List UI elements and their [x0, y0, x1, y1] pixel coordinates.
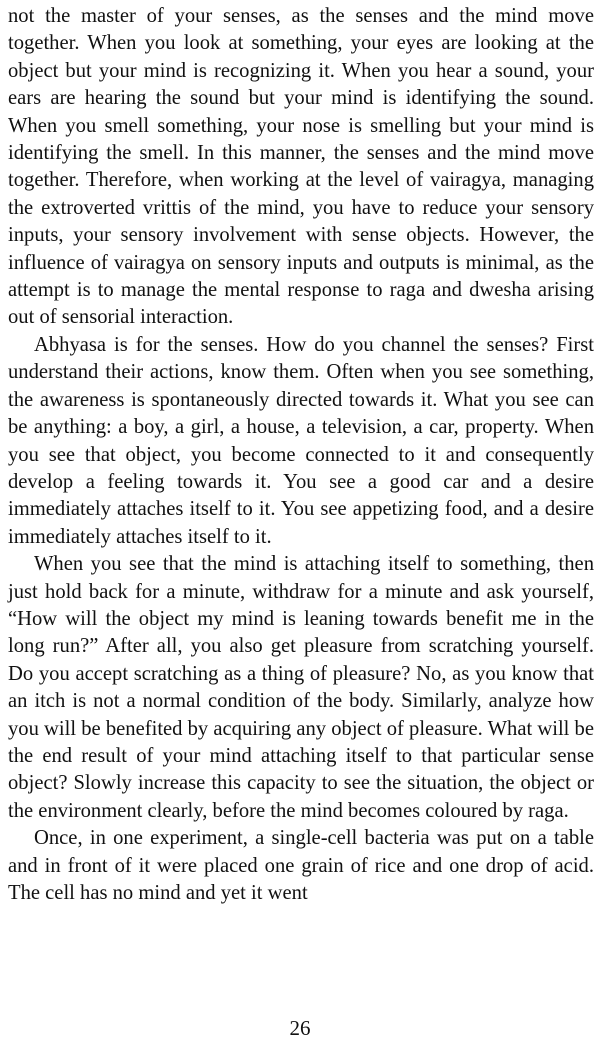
body-text: [8, 3, 594, 907]
paragraph-experiment: Once, in one experiment, a single-cell bacteria was put on a table and in front of it were placed one grain of rice and one drop of acid. The cell has no mind and yet it went: [8, 827, 594, 904]
page-number: 26: [289, 1016, 311, 1040]
paragraph-continuation: not the master of your senses, as the senses and the mind move together. When you look at something, your eyes are looking at the object but your mind is recognizing it. When you hear a sound, your ears are hearing the sound but your mind is identifying the sound. When you smell something, your nose is smelling but your mind is identifying the smell. In this manner, the senses and the mind move together. Therefore, when working at the level of vairagya, managing the extroverted vrittis of the mind, you have to reduce your sensory inputs, your sensory involvement with sense objects. However, the influence of vairagya on sensory inputs and outputs is minimal, as the attempt is to manage the mental response to raga and dwesha arising out of sensorial interaction.: [8, 5, 594, 329]
paragraph-abhyasa: Abhyasa is for the senses. How do you channel the senses? First understand their actions, know them. Often when you see something, the awareness is spontaneously directed towards it. What you see can be anything: a boy, a girl, a house, a television, a car, property. When you see that object, you become connected to it and consequently develop a feeling towards it. You see a good car and a desire immediately attaches itself to it. You see appetizing food, and a desire immediately attaches itself to it.: [8, 333, 594, 548]
paragraph-attachment: When you see that the mind is attaching itself to something, then just hold back for a minute, withdraw for a minute and ask yourself, “How will the object my mind is leaning towards benefit me in the long run?” After all, you also get pleasure from scratching yourself. Do you accept scratching as a thing of pleasure? No, as you know that an itch is not a normal condition of the body. Similarly, analyze how you will be benefited by acquiring any object of pleasure. What will be the end result of your mind attaching itself to that particular sense object? Slowly increase this capacity to see the situation, the object or the environment clearly, before the mind becomes coloured by raga.: [8, 553, 594, 822]
